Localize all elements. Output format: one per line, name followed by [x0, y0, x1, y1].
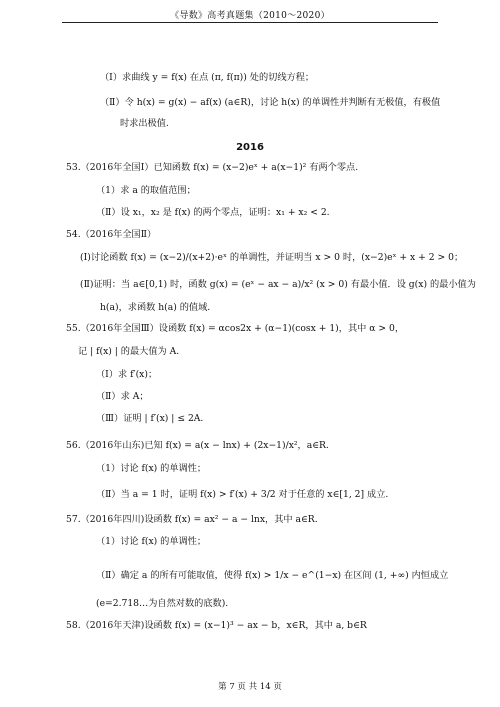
- q58-stem: 58.（2016年天津)设函数 f(x) = (x−1)³ − ax − b，x∈R，其中 a, b∈R: [66, 620, 367, 631]
- q55-part2: （Ⅱ）求 A；: [96, 391, 149, 402]
- q57-part2: （Ⅱ）确定 a 的所有可能取值，使得 f(x) > 1/x − e^(1−x) 在区间 (1, +∞) 内恒成立: [96, 570, 449, 581]
- q52-part2-cont: 时求出极值.: [120, 118, 169, 129]
- q57-part1: （1）讨论 f(x) 的单调性；: [96, 536, 207, 547]
- q56-part2: （Ⅱ）当 a = 1 时，证明 f(x) > f′(x) + 3/2 对于任意的 x∈[1, 2] 成立.: [96, 489, 389, 500]
- problem-content: [0, 30, 500, 666]
- q55-part1: （Ⅰ）求 f′(x)；: [96, 369, 158, 380]
- q54-part1: (Ⅰ)讨论函数 f(x) = (x−2)/(x+2)·eˣ 的单调性，并证明当 x > 0 时，(x−2)eˣ + x + 2 > 0；: [80, 252, 464, 263]
- q53-stem: 53.（2016年全国Ⅰ）已知函数 f(x) = (x−2)eˣ + a(x−1)² 有两个零点.: [66, 162, 359, 173]
- q54-part2-cont: h(a)，求函数 h(a) 的值域.: [100, 302, 211, 313]
- q52-part2: （Ⅱ）令 h(x) = g(x) − af(x) (a∈R)，讨论 h(x) 的单调性并判断有无极值，有极值: [100, 97, 441, 108]
- q56-stem: 56.（2016年山东)已知 f(x) = a(x − lnx) + (2x−1)/x²，a∈R.: [66, 440, 329, 451]
- q57-part2-cont: (e=2.718…为自然对数的底数).: [96, 598, 229, 609]
- q53-part2: （Ⅱ）设 x₁，x₂ 是 f(x) 的两个零点，证明：x₁ + x₂ < 2.: [96, 207, 330, 218]
- q52-part1: （Ⅰ）求曲线 y = f(x) 在点 (π, f(π)) 处的切线方程；: [100, 72, 315, 83]
- q55-part3: （Ⅲ）证明 | f′(x) | ≤ 2A.: [96, 413, 204, 424]
- year-heading: 2016: [236, 142, 264, 153]
- header-rule: [62, 22, 438, 23]
- page-header: 《导数》高考真题集（2010～2020）: [170, 11, 330, 21]
- q57-stem: 57.（2016年四川)设函数 f(x) = ax² − a − lnx，其中 a∈R.: [66, 514, 318, 525]
- page-footer: 第 7 页 共 14 页: [218, 682, 282, 692]
- q55-stem: 55.（2016年全国Ⅲ）设函数 f(x) = αcos2x + (α−1)(cosx + 1)，其中 α > 0，: [66, 323, 405, 334]
- q54-part2: (Ⅱ)证明：当 a∈[0,1) 时，函数 g(x) = (eˣ − ax − a)/x² (x > 0) 有最小值．设 g(x) 的最小值为: [80, 279, 476, 290]
- q55-note: 记 | f(x) | 的最大值为 A.: [78, 346, 180, 357]
- q56-part1: （1）讨论 f(x) 的单调性；: [96, 463, 207, 474]
- q53-part1: （1）求 a 的取值范围；: [96, 185, 196, 196]
- q54-stem: 54.（2016年全国Ⅱ）: [66, 229, 157, 240]
